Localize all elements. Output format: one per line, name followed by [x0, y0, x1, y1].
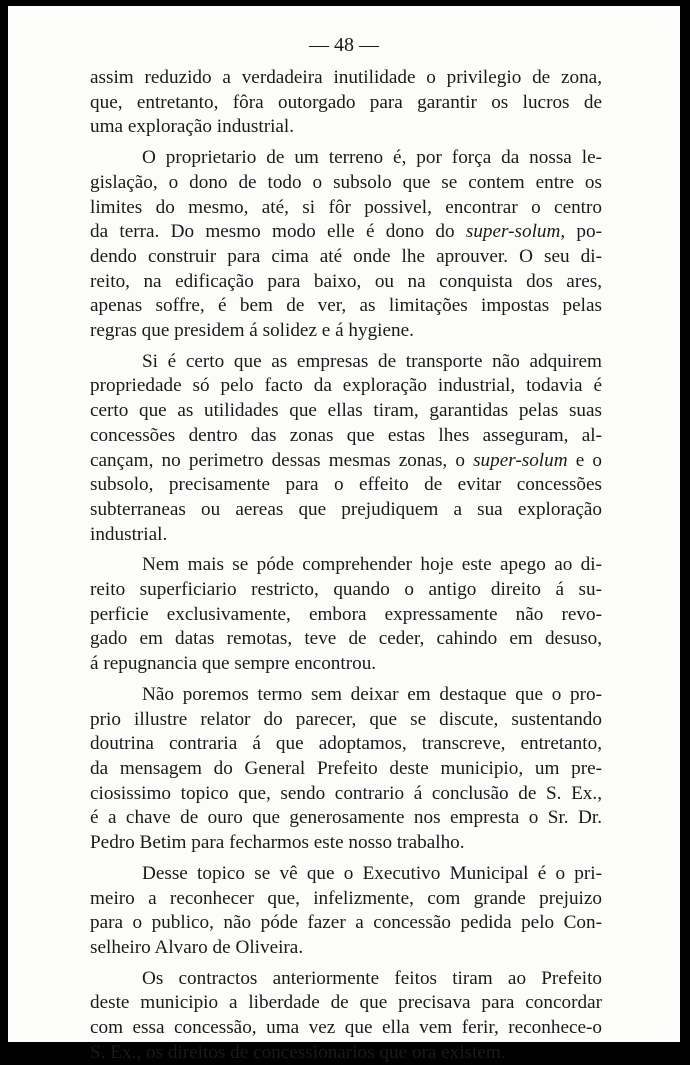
text-line: da mensagem do General Prefeito deste municipio, um pre- [90, 757, 602, 779]
text-line: gislação, o dono de todo o subsolo que se contem entre os [90, 171, 602, 193]
text-line: reito, na edificação para baixo, ou na conquista dos ares, [90, 270, 602, 292]
paragraph-3 [90, 350, 602, 548]
text-line: para o publico, não póde fazer a concessão pedida pelo Con- [90, 912, 602, 934]
text-line: O proprietario de um terreno é, por força da nossa le- [142, 147, 602, 169]
text-line: Pedro Betim para fecharmos este nosso trabalho. [90, 832, 465, 854]
paragraph-5 [90, 683, 602, 856]
text-line: certo que as utilidades que ellas tiram, garantidas pelas suas [90, 400, 602, 422]
latin-term: super-solum, [465, 221, 566, 243]
paragraph-7 [90, 967, 602, 1065]
text-line: concessões dentro das zonas que estas lhes asseguram, al- [90, 424, 602, 446]
text-line: deste municipio a liberdade de que precisava para concordar [90, 992, 602, 1014]
text-line: reito superficiario restricto, quando o antigo direito á su- [90, 579, 602, 601]
text-line: prio illustre relator do parecer, que se discute, sustentando [90, 708, 602, 730]
text-line: apenas soffre, é bem de ver, as limitações impostas pelas [90, 295, 602, 317]
document-page [8, 6, 680, 1063]
body-text [90, 66, 602, 1065]
text-line: uma exploração industrial. [90, 116, 295, 138]
text-line: doutrina contraria á que adoptamos, transcreve, entretanto, [90, 733, 602, 755]
text-line: que, entretanto, fôra outorgado para garantir os lucros de [90, 91, 602, 113]
text-line: selheiro Alvaro de Oliveira. [90, 936, 304, 958]
text-line: com essa concessão, uma vez que ella vem ferir, reconhece-o [90, 1017, 602, 1039]
text-line: regras que presidem á solidez e á hygiene. [90, 320, 414, 342]
paragraph-4 [90, 553, 602, 677]
page-number: — 48 — [309, 34, 379, 56]
paragraph-2 [90, 146, 602, 344]
text-line: propriedade só pelo facto da exploração industrial, todavia é [90, 375, 602, 397]
text-line: S. Ex., os direitos de concessionarios que ora existem. [90, 1041, 506, 1063]
text-line: Os contractos anteriormente feitos tiram ao Prefeito [142, 967, 602, 989]
paragraph-1 [90, 66, 602, 140]
text-line: meiro a reconhecer que, infelizmente, com grande prejuizo [90, 887, 602, 909]
text-line: dendo construir para cima até onde lhe aprouver. O seu di- [90, 245, 602, 267]
latin-term: super-solum [473, 449, 568, 471]
text-line: ciosissimo topico que, sendo contrario á conclusão de S. Ex., [90, 782, 602, 804]
text-line: cançam, no perimetro dessas mesmas zonas, o super-solum e o [90, 449, 602, 471]
text-line: assim reduzido a verdadeira inutilidade o privilegio de zona, [90, 67, 602, 88]
text-line: á repugnancia que sempre encontrou. [90, 653, 377, 675]
text-line: limites do mesmo, até, si fôr possivel, encontrar o centro [90, 196, 602, 218]
text-line: gado em datas remotas, teve de ceder, cahindo em desuso, [90, 628, 602, 650]
text-line: subsolo, precisamente para o effeito de evitar concessões [90, 474, 602, 496]
text-line: industrial. [90, 523, 168, 545]
text-line: subterraneas ou aereas que prejudiquem a sua exploração [90, 498, 602, 520]
text-line: Desse topico se vê que o Executivo Municipal é o pri- [142, 862, 602, 884]
paragraph-6 [90, 862, 602, 961]
text-line: da terra. Do mesmo modo elle é dono do super-solum, po- [90, 221, 603, 243]
text-line: é a chave de ouro que generosamente nos empresta o Sr. Dr. [90, 807, 602, 829]
text-line: Não poremos termo sem deixar em destaque que o pro- [142, 683, 602, 705]
text-line: perficie exclusivamente, embora expressamente não revo- [90, 603, 602, 625]
text-line: Si é certo que as empresas de transporte não adquirem [142, 350, 602, 372]
text-line: Nem mais se póde comprehender hoje este apego ao di- [142, 554, 602, 576]
